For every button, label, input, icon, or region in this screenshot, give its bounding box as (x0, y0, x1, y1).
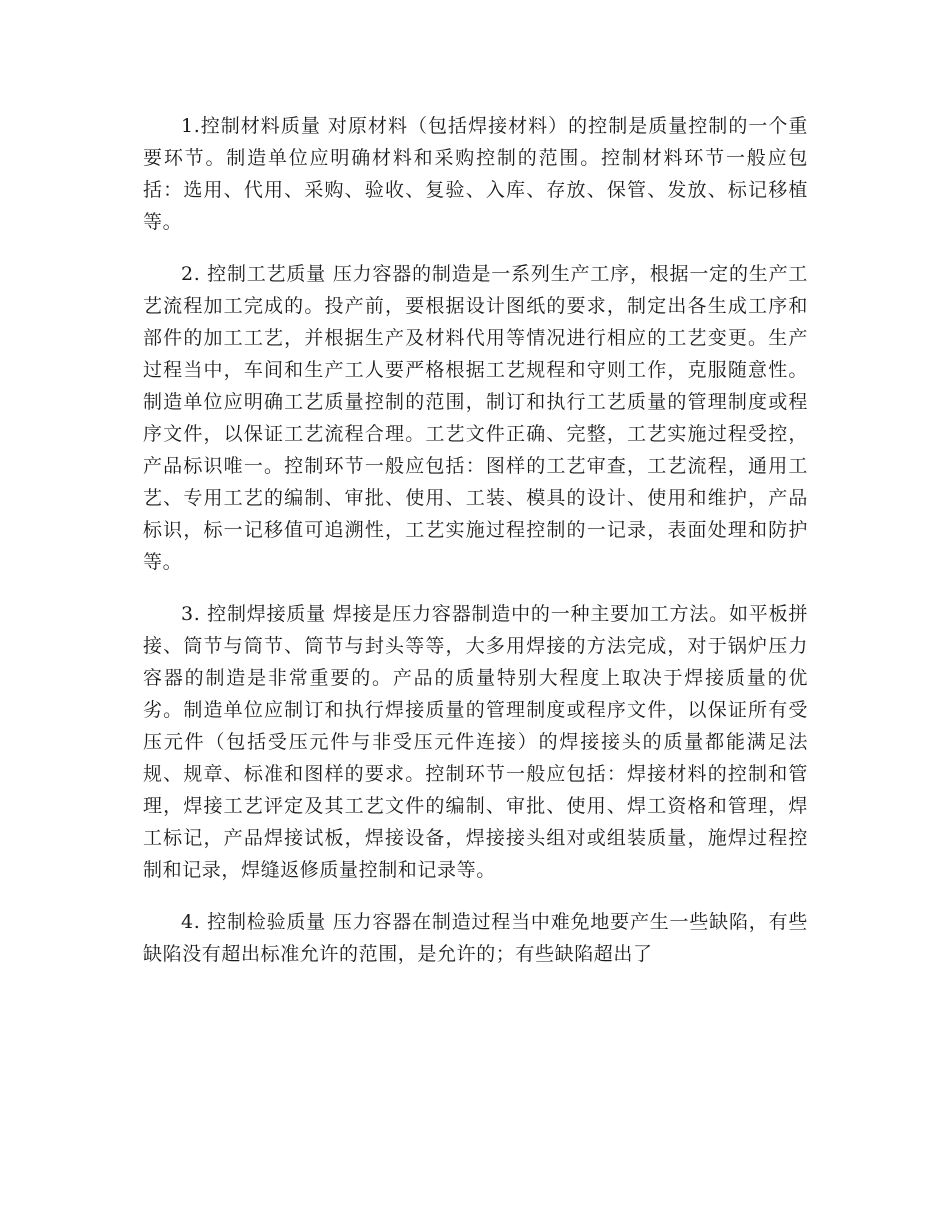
paragraph-process-quality: 2. 控制工艺质量 压力容器的制造是一系列生产工序，根据一定的生产工艺流程加工完成的。投产前，要根据设计图纸的要求，制定出各生成工序和部件的加工工艺，并根据生产及材料代用等情况进行相应的工艺变更。生产过程当中，车间和生产工人要严格根据工艺规程和守则工作，克服随意性。制造单位应明确工艺质量控制的范围，制订和执行工艺质量的管理制度或程序文件，以保证工艺流程合理。工艺文件正确、完整，工艺实施过程受控，产品标识唯一。控制环节一般应包括：图样的工艺审查，工艺流程，通用工艺、专用工艺的编制、审批、使用、工装、模具的设计、使用和维护，产品标识，标一记移值可追溯性，工艺实施过程控制的一记录，表面处理和防护等。 (143, 263, 808, 573)
document-body (143, 110, 808, 990)
paragraph-material-quality: 1.控制材料质量 对原材料（包括焊接材料）的控制是质量控制的一个重要环节。制造单位应明确材料和采购控制的范围。控制材料环节一般应包括：选用、代用、采购、验收、复验、入库、存放、保管、发放、标记移植等。 (143, 115, 808, 233)
paragraph-welding-quality: 3. 控制焊接质量 焊接是压力容器制造中的一种主要加工方法。如平板拼接、筒节与筒节、筒节与封头等等，大多用焊接的方法完成，对于锅炉压力容器的制造是非常重要的。产品的质量特别大程度上取决于焊接质量的优劣。制造单位应制订和执行焊接质量的管理制度或程序文件，以保证所有受压元件（包括受压元件与非受压元件连接）的焊接接头的质量都能满足法规、规章、标准和图样的要求。控制环节一般应包括：焊接材料的控制和管理，焊接工艺评定及其工艺文件的编制、审批、使用、焊工资格和管理，焊工标记，产品焊接试板，焊接设备，焊接接头组对或组装质量，施焊过程控制和记录，焊缝返修质量控制和记录等。 (143, 603, 808, 881)
paragraph-inspection-quality: 4. 控制检验质量 压力容器在制造过程当中难免地要产生一些缺陷，有些缺陷没有超出标准允许的范围，是允许的；有些缺陷超出了 (143, 911, 808, 965)
